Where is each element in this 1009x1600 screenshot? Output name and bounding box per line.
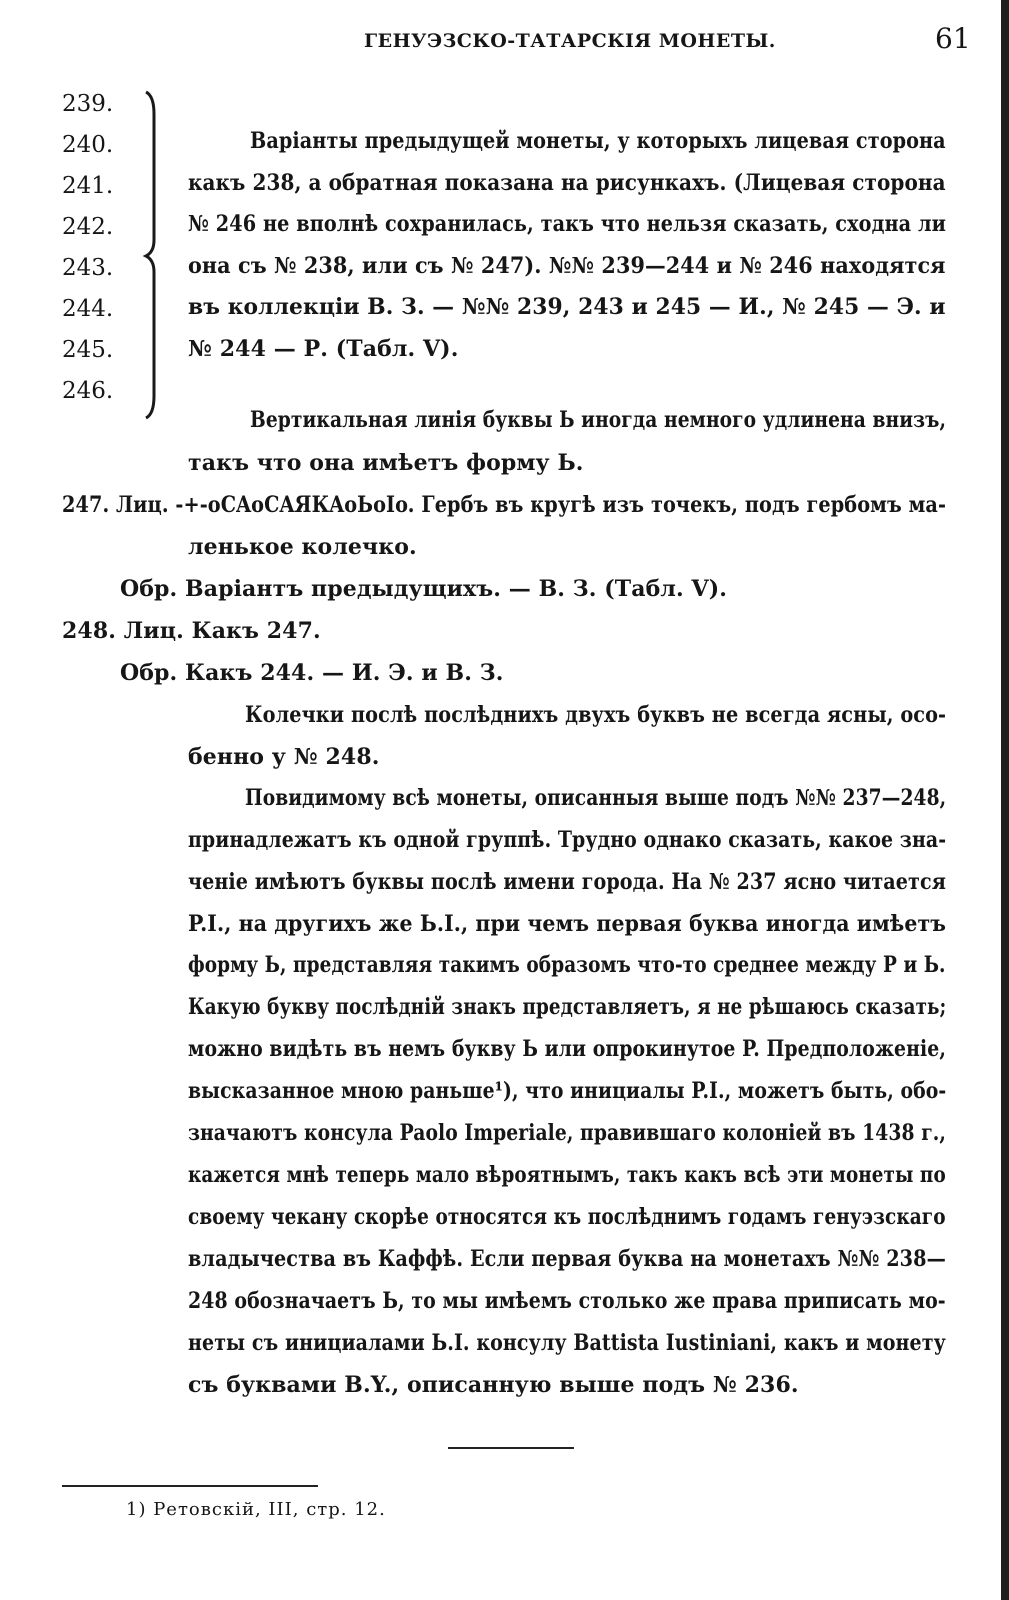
body-line: своему чекану скорѣе относятся къ послѣднимъ годамъ генуэзскаго (188, 1204, 946, 1230)
body-line: значаютъ консула Paolo Imperiale, правившаго колоніей въ 1438 г., (188, 1120, 946, 1146)
entry-247-obverse: 247. Лиц. -+-oCAoCAЯКAoЬoIo. Гербъ въ кругѣ изъ точекъ, подъ гербомъ ма- (62, 492, 947, 518)
entry-248-reverse: Обр. Какъ 244. — И. Э. и В. З. (120, 660, 504, 686)
coin-number: 239. (62, 91, 114, 117)
body-line: 248 обозначаетъ Ь, то мы имѣемъ столько же права приписать мо- (188, 1288, 946, 1314)
entry-247-obverse-cont: ленькое колечко. (188, 534, 417, 560)
body-line: неты съ инициалами Ь.I. консулу Battista Iustiniani, какъ и монету (188, 1330, 946, 1356)
coin-number-list (62, 84, 132, 412)
body-line: ченіе имѣютъ буквы послѣ имени города. На № 237 ясно читается (188, 869, 946, 895)
page-header (0, 22, 1009, 58)
body-line: кажется мнѣ теперь мало вѣроятнымъ, такъ какъ всѣ эти монеты по (188, 1162, 946, 1188)
running-title: ГЕНУЭЗСКО-ТАТАРСКІЯ МОНЕТЫ. (364, 30, 776, 52)
coin-number: 243. (62, 255, 114, 281)
footnote: 1) Ретовскій, III, стр. 12. (126, 1499, 386, 1520)
body-line: можно видѣть въ немъ букву Ь или опрокинутое P. Предположеніе, (188, 1036, 946, 1062)
coin-number: 241. (62, 173, 114, 199)
variants-line: она съ № 238, или съ № 247). №№ 239—244 и № 246 находятся (188, 253, 946, 279)
variants-line: въ коллекціи В. З. — №№ 239, 243 и 245 — И., № 245 — Э. и (188, 294, 946, 320)
coin-number: 242. (62, 214, 114, 240)
variants-line: Варіанты предыдущей монеты, у которыхъ лицевая сторона (250, 128, 946, 154)
entry-247-reverse: Обр. Варіантъ предыдущихъ. — В. З. (Табл. V). (120, 576, 727, 602)
variants-line: № 244 — Р. (Табл. V). (188, 336, 459, 362)
variants-line: № 246 не вполнѣ сохранилась, такъ что нельзя сказать, сходна ли (188, 211, 946, 237)
coin-number: 246. (62, 378, 114, 404)
body-line: форму Ь, представляя такимъ образомъ что-то среднее между P и Ь. (188, 952, 946, 978)
footnote-rule (62, 1485, 318, 1487)
rings-line: бенно у № 248. (188, 744, 380, 770)
body-line: принадлежатъ къ одной группѣ. Трудно однако сказать, какое зна- (188, 827, 947, 853)
body-line: Какую букву послѣдній знакъ представляетъ, я не рѣшаюсь сказать; (188, 994, 947, 1020)
body-line: высказанное мною раньше¹), что инициалы P.I., можетъ быть, обо- (188, 1078, 947, 1104)
section-divider (448, 1447, 574, 1449)
variants-line: какъ 238, а обратная показана на рисункахъ. (Лицевая сторона (188, 170, 946, 196)
coin-number: 244. (62, 296, 114, 322)
body-line: P.I., на другихъ же Ь.I., при чемъ первая буква иногда имѣетъ (188, 911, 947, 937)
page-number: 61 (935, 22, 971, 55)
coin-number: 240. (62, 132, 114, 158)
rings-line: Колечки послѣ послѣднихъ двухъ буквъ не всегда ясны, осо- (245, 702, 947, 728)
body-line: съ буквами B.Y., описанную выше подъ № 236. (188, 1372, 799, 1398)
scan-edge-shadow (1001, 0, 1009, 1600)
body-line: владычества въ Каффѣ. Если первая буква на монетахъ №№ 238— (188, 1246, 946, 1272)
note-line: Вертикальная линія буквы Ь иногда немного удлинена внизъ, (250, 407, 947, 433)
coin-number: 245. (62, 337, 114, 363)
grouping-brace (142, 90, 166, 420)
note-line: такъ что она имѣетъ форму Ь. (188, 450, 584, 476)
entry-248-obverse: 248. Лиц. Какъ 247. (62, 618, 321, 644)
body-line: Повидимому всѣ монеты, описанныя выше подъ №№ 237—248, (245, 785, 947, 811)
